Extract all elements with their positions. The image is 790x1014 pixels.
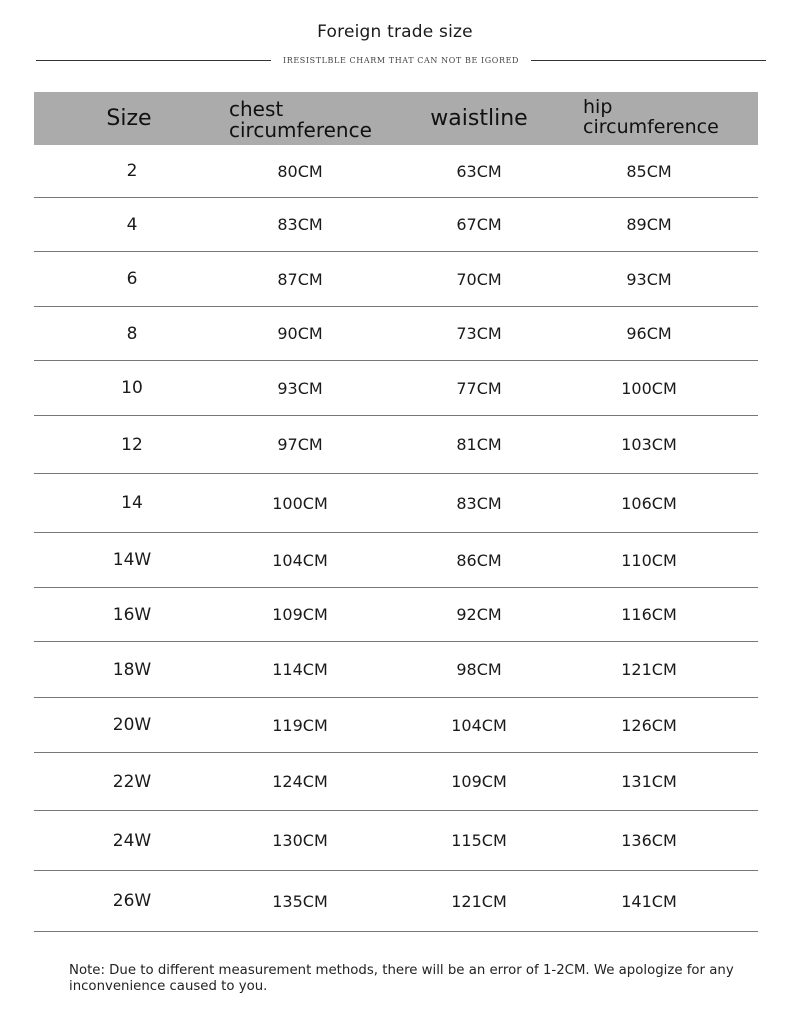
cell-chest: 97CM [277, 435, 323, 454]
cell-waist: 67CM [456, 215, 502, 234]
header-waist: waistline [430, 106, 528, 131]
table-row [34, 474, 758, 533]
cell-chest: 83CM [277, 215, 323, 234]
cell-chest: 104CM [272, 550, 328, 570]
header-chest-line1: chest [229, 97, 284, 121]
cell-hip: 106CM [621, 493, 677, 513]
cell-hip: 85CM [626, 161, 672, 181]
table-body [34, 145, 758, 932]
cell-waist: 73CM [456, 324, 502, 343]
cell-hip: 131CM [621, 772, 677, 791]
table-row [34, 361, 758, 416]
measurement-note: Note: Due to different measurement methods, there will be an error of 1-2CM. We apologize for any inconvenience caused to you. [69, 963, 734, 994]
header-hip [583, 98, 758, 138]
cell-chest: 135CM [272, 891, 328, 911]
cell-size: 14W [112, 550, 152, 570]
table-row [34, 588, 758, 642]
cell-waist: 109CM [451, 772, 507, 791]
cell-waist: 104CM [451, 715, 507, 735]
table-row [34, 145, 758, 198]
cell-size: 2 [126, 161, 138, 181]
cell-chest: 87CM [277, 269, 323, 289]
cell-chest: 124CM [272, 772, 328, 791]
cell-chest: 93CM [277, 378, 323, 398]
cell-size: 22W [112, 771, 152, 792]
cell-waist: 81CM [456, 435, 502, 454]
cell-hip: 121CM [621, 660, 677, 679]
table-row [34, 753, 758, 811]
cell-waist: 121CM [451, 891, 507, 911]
table-row [34, 811, 758, 871]
cell-hip: 93CM [626, 269, 672, 289]
table-row [34, 698, 758, 753]
cell-size: 24W [112, 830, 152, 851]
cell-size: 18W [112, 659, 152, 680]
subtitle-row [36, 53, 766, 67]
header-size: Size [106, 106, 152, 131]
header-chest-line2: circumference [229, 118, 372, 142]
cell-chest: 130CM [272, 831, 328, 850]
cell-hip: 141CM [621, 891, 677, 911]
cell-waist: 115CM [451, 831, 507, 850]
cell-size: 4 [126, 214, 138, 235]
cell-hip: 96CM [626, 324, 672, 343]
cell-size: 16W [112, 604, 152, 625]
cell-waist: 83CM [456, 493, 502, 513]
cell-hip: 103CM [621, 435, 677, 454]
header-chest [229, 99, 419, 141]
cell-chest: 100CM [272, 493, 328, 513]
cell-size: 12 [121, 434, 143, 455]
right-divider [531, 60, 766, 61]
cell-waist: 77CM [456, 378, 502, 398]
table-row [34, 198, 758, 252]
subtitle: IRESISTLBLE CHARM THAT CAN NOT BE IGORED [282, 55, 520, 65]
table-row [34, 307, 758, 361]
cell-size: 26W [112, 891, 152, 911]
cell-hip: 126CM [621, 715, 677, 735]
cell-waist: 63CM [456, 161, 502, 181]
cell-chest: 119CM [272, 715, 328, 735]
table-row [34, 252, 758, 307]
cell-hip: 100CM [621, 378, 677, 398]
table-row [34, 642, 758, 698]
cell-size: 20W [112, 715, 152, 735]
table-header [34, 92, 758, 145]
cell-size: 14 [121, 493, 143, 513]
cell-hip: 136CM [621, 831, 677, 850]
header-hip-line1: hip [583, 96, 613, 118]
cell-waist: 92CM [456, 605, 502, 624]
cell-size: 6 [126, 269, 138, 289]
table-row [34, 533, 758, 588]
cell-size: 10 [121, 378, 143, 398]
header-hip-line2: circumference [583, 115, 719, 138]
cell-hip: 89CM [626, 215, 672, 234]
cell-waist: 70CM [456, 269, 502, 289]
cell-hip: 116CM [621, 605, 677, 624]
cell-waist: 86CM [456, 550, 502, 570]
cell-chest: 80CM [277, 161, 323, 181]
cell-waist: 98CM [456, 660, 502, 679]
cell-size: 8 [126, 323, 138, 344]
page-title: Foreign trade size [317, 22, 473, 42]
table-row [34, 416, 758, 474]
left-divider [36, 60, 271, 61]
table-row [34, 871, 758, 932]
cell-chest: 90CM [277, 324, 323, 343]
size-table [34, 92, 758, 932]
cell-chest: 109CM [272, 605, 328, 624]
cell-chest: 114CM [272, 660, 328, 679]
cell-hip: 110CM [621, 550, 677, 570]
